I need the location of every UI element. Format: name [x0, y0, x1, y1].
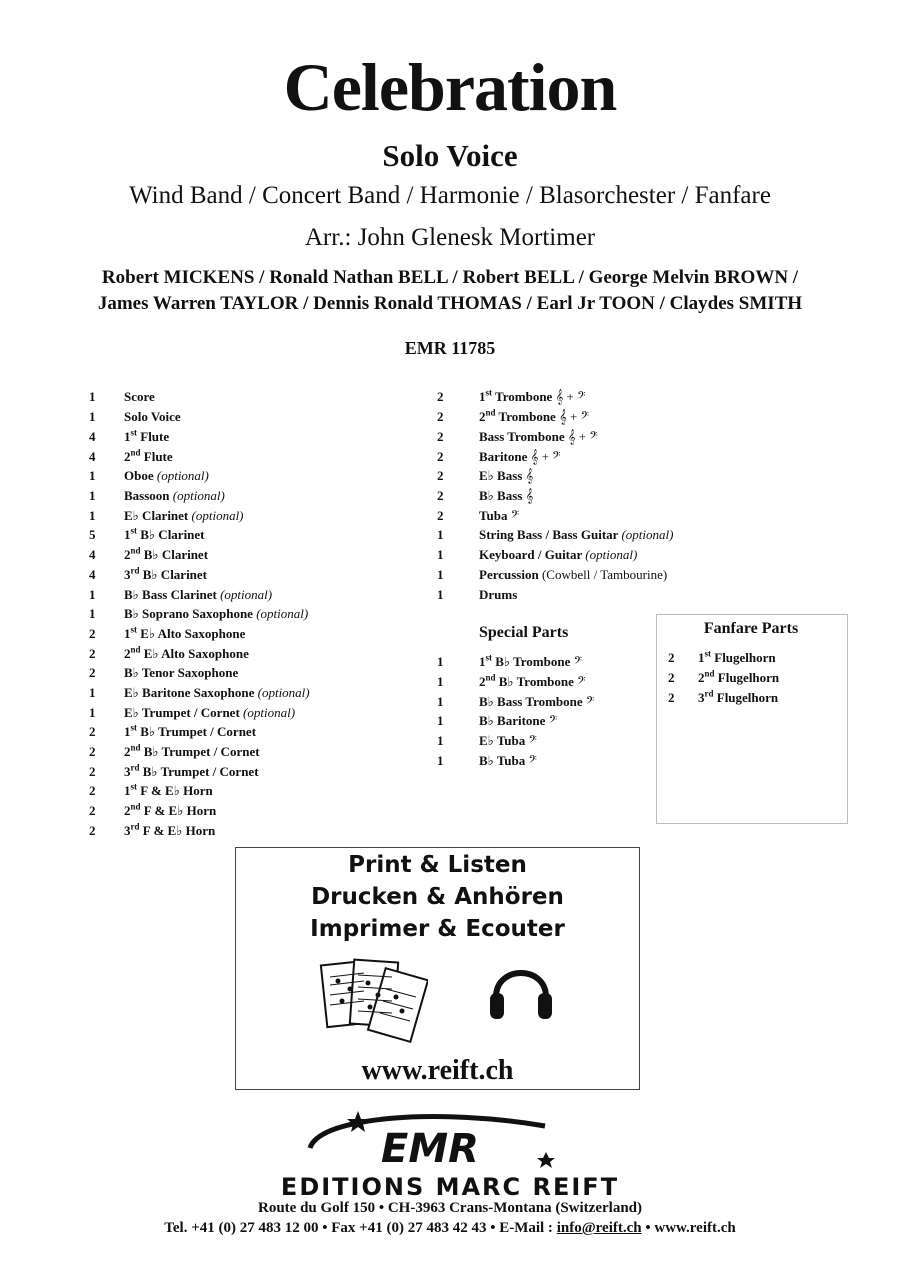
band-types: Wind Band / Concert Band / Harmonie / Blasorchester / Fanfare — [129, 182, 771, 209]
arranger: Arr.: John Glenesk Mortimer — [304, 224, 596, 251]
publisher-address: Route du Golf 150 • CH-3963 Crans-Montana (Switzerland) — [258, 1200, 642, 1216]
catalog-number: EMR 11785 — [404, 338, 496, 358]
print-listen-line-fr: Imprimer & Ecouter — [310, 916, 565, 942]
title: Celebration — [283, 49, 617, 125]
publisher-name: EDITIONS MARC REIFT — [280, 1173, 620, 1201]
emr-logo-text: EMR — [381, 1126, 479, 1170]
email-link[interactable]: info@reift.ch — [556, 1220, 642, 1236]
print-listen-line-en: Print & Listen — [348, 852, 527, 878]
publisher-contact — [0, 1220, 900, 1237]
special-parts-heading: Special Parts — [479, 624, 569, 641]
headphones-icon — [486, 955, 556, 1027]
contact-phone-fax: Tel. +41 (0) 27 483 12 00 • Fax +41 (0) 27 483 42 43 • E-Mail : — [164, 1220, 557, 1236]
emr-logo — [300, 1108, 560, 1170]
fanfare-parts-heading: Fanfare Parts — [703, 620, 799, 637]
composers-line-2: James Warren TAYLOR / Dennis Ronald THOMAS / Earl Jr TOON / Claydes SMITH — [97, 293, 803, 314]
fanfare-parts-box — [656, 614, 848, 824]
composers-line-1: Robert MICKENS / Ronald Nathan BELL / Robert BELL / George Melvin BROWN / — [101, 267, 799, 288]
print-listen-line-de: Drucken & Anhören — [311, 884, 564, 910]
contact-website: • www.reift.ch — [641, 1220, 736, 1236]
subtitle: Solo Voice — [382, 138, 518, 173]
sheet-music-icon — [318, 955, 428, 1047]
website-url[interactable]: www.reift.ch — [361, 1055, 514, 1086]
